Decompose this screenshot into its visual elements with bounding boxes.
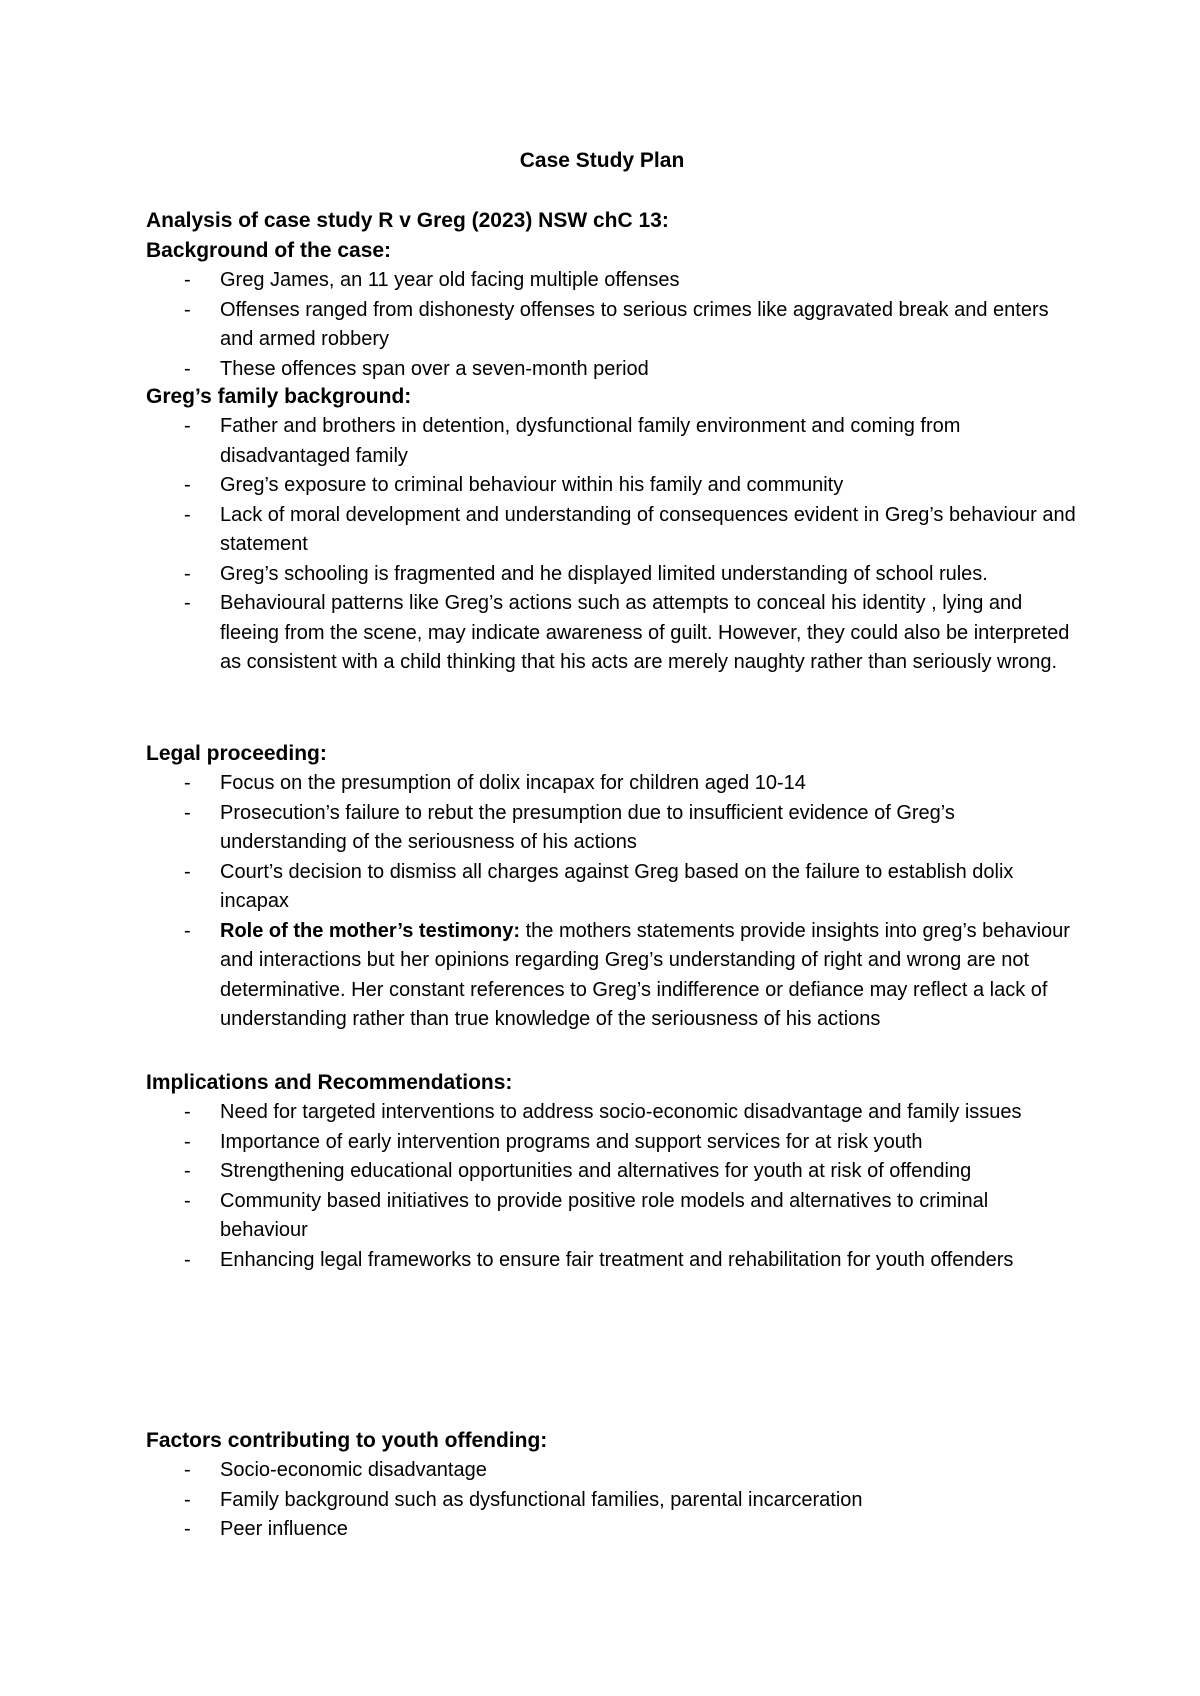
list-item: - Greg’s exposure to criminal behaviour within his family and community bbox=[146, 471, 1076, 501]
section-analysis bbox=[146, 206, 1076, 384]
list-item: - Offenses ranged from dishonesty offenses to serious crimes like aggravated break and enters and armed robbery bbox=[146, 296, 1076, 355]
mother-testimony-text: the mothers statements provide insights into greg’s behaviour and interactions but her opinions regarding Greg’s understanding of right and wrong are not determinative. Her constant references to Greg’s indifference or defiance may reflect a lack of understanding rather than true knowledge of the seriousness of his actions bbox=[220, 919, 1070, 1030]
list-item: - Court’s decision to dismiss all charges against Greg based on the failure to establish dolix incapax bbox=[146, 858, 1076, 917]
list-item: - Importance of early intervention programs and support services for at risk youth bbox=[146, 1128, 1076, 1158]
list-item: - Prosecution’s failure to rebut the presumption due to insufficient evidence of Greg’s understanding of the seriousness of his actions bbox=[146, 799, 1076, 858]
legal-list bbox=[146, 769, 1076, 1035]
list-item: - Family background such as dysfunctional families, parental incarceration bbox=[146, 1486, 1076, 1516]
factors-list bbox=[146, 1456, 1076, 1545]
section-heading-factors: Factors contributing to youth offending: bbox=[146, 1429, 548, 1452]
list-item: - Greg James, an 11 year old facing multiple offenses bbox=[146, 266, 1076, 296]
section-heading-background: Background of the case: bbox=[146, 239, 392, 262]
section-heading-family: Greg’s family background: bbox=[146, 385, 412, 408]
section-factors bbox=[146, 1426, 1076, 1545]
list-item: - Greg’s schooling is fragmented and he displayed limited understanding of school rules. bbox=[146, 560, 1076, 590]
section-heading-implications: Implications and Recommendations: bbox=[146, 1071, 513, 1094]
list-item: - These offences span over a seven-month period bbox=[146, 355, 1076, 385]
background-list bbox=[146, 266, 1076, 384]
list-item: - Enhancing legal frameworks to ensure fair treatment and rehabilitation for youth offenders bbox=[146, 1246, 1076, 1276]
list-item: - Need for targeted interventions to address socio-economic disadvantage and family issues bbox=[146, 1098, 1076, 1128]
list-item: - Behavioural patterns like Greg’s actions such as attempts to conceal his identity , lying and fleeing from the scene, may indicate awareness of guilt. However, they could also be interpreted as consistent with a child thinking that his acts are merely naughty rather than seriously wrong. bbox=[146, 589, 1076, 678]
list-item-mother-testimony bbox=[146, 917, 1076, 1035]
list-item: - Community based initiatives to provide positive role models and alternatives to criminal behaviour bbox=[146, 1187, 1076, 1246]
list-item: - Focus on the presumption of dolix incapax for children aged 10-14 bbox=[146, 769, 1076, 799]
section-family-background bbox=[146, 382, 1076, 678]
section-heading-legal: Legal proceeding: bbox=[146, 742, 327, 765]
section-legal-proceeding bbox=[146, 739, 1076, 1035]
list-item: - Peer influence bbox=[146, 1515, 1076, 1545]
family-list bbox=[146, 412, 1076, 678]
list-item: - Lack of moral development and understanding of consequences evident in Greg’s behaviour and statement bbox=[146, 501, 1076, 560]
list-item: - Strengthening educational opportunities and alternatives for youth at risk of offending bbox=[146, 1157, 1076, 1187]
list-item: - Socio-economic disadvantage bbox=[146, 1456, 1076, 1486]
section-implications bbox=[146, 1068, 1076, 1275]
implications-list bbox=[146, 1098, 1076, 1275]
mother-testimony-label: Role of the mother’s testimony: bbox=[220, 919, 521, 942]
list-item: - Father and brothers in detention, dysfunctional family environment and coming from disadvantaged family bbox=[146, 412, 1076, 471]
page-title: Case Study Plan bbox=[519, 149, 685, 172]
analysis-heading: Analysis of case study R v Greg (2023) NSW chC 13: bbox=[146, 209, 669, 232]
